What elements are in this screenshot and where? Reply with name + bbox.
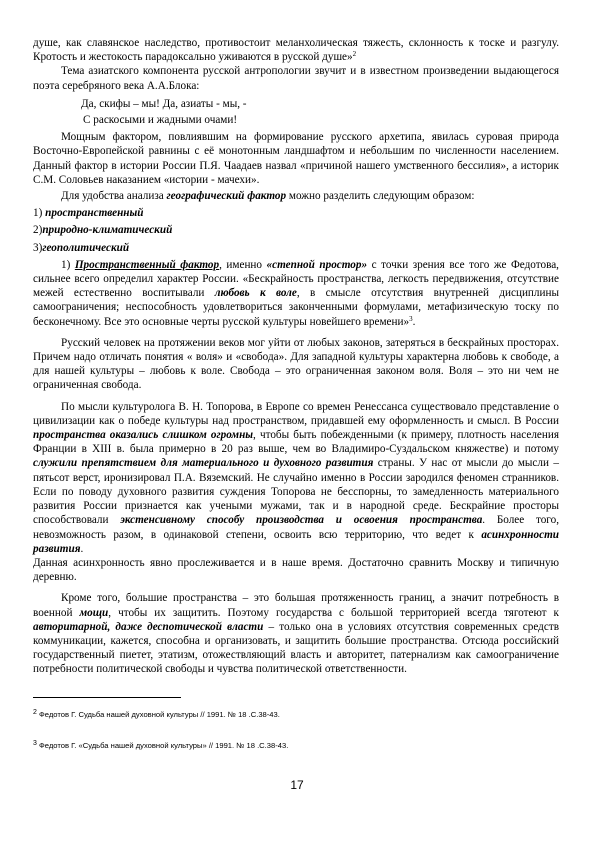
- footnote-ref[interactable]: 2: [352, 50, 357, 59]
- page-number: 17: [290, 778, 304, 792]
- paragraph-1: душе, как славянское наследство, противостоит меланхолическая тяжесть, склонность к тоске и разгулу. Кротость и жестокость парадоксально уживаются в русской душе»$^2$: [33, 37, 559, 64]
- paragraph-3: Мощным фактором, повлиявшим на формирование русского архетипа, явилась суровая природа Восточно-Европейской равнины с её монотонным ландшафтом и небольшим по численности населением. Данный фактор в истории России П.Я. Чаадаев назвал «причиной нашего умственного бессилия», а историк С.М. Соловьев наказанием «истории - мачехи».: [33, 131, 559, 186]
- footnote-2: $^2$ Федотов Г. Судьба нашей духовной культуры // 1991. № 18 .С.38-43.: [33, 709, 280, 719]
- paragraph-4: Для удобства анализа географический фактор можно разделить следующим образом:: [61, 190, 475, 203]
- paragraph-6: Русский человек на протяжении веков мог уйти от любых законов, затеряться в бескрайных просторах. Причем надо отличать понятия « воля» и «свобода». Для западной культуры характерна любовь к свободе, а для нашей культуры – любовь к воле. Свобода – это ограниченная законом воля. Воля – это ни чем не ограниченная свобода.: [33, 336, 559, 392]
- list-item-3: 3)геополитический: [33, 241, 130, 254]
- verse-line-2: С раскосыми и жадными очами!: [83, 114, 238, 127]
- footnote-ref[interactable]: 3: [409, 314, 413, 323]
- paragraph-5: 1) Пространственный фактор, именно «степной простор» с точки зрения все того же Федотова, сильнее всего определил характер России. «Бескрайность пространства, легкость передвижения, отсутствие межей естественно воспитывали любовь к воле, в смысле отсутствия внутренней дисциплины самоограничения; неспособность удовлетвориться законченными формулами, метафизическую тоску по бесконечному. Все это основные черты русской культуры новейшего времени»$^3$.: [33, 258, 559, 328]
- paragraph-2: Тема азиатского компонента русской антропологии звучит и в известном произведении выдающегося поэта серебряного века А.А.Блока:: [33, 65, 559, 92]
- footnote-divider: [33, 697, 181, 698]
- footnote-3: $^3$ Федотов Г. «Судьба нашей духовной культуры» // 1991. № 18 .С.38-43.: [33, 740, 289, 750]
- paragraph-7: По мысли культуролога В. Н. Топорова, в Европе со времен Ренессанса существовало представление о цивилизации как о победе культуры над пространством, придавшей ему оформленность и смысл. В России пространства оказались слишком огромны, чтобы быть побежденными (к примеру, плотность населения Франции в XIII в. была примерно в 20 раз выше, чем во Владимиро-Суздальском княжестве) и потому служили препятствием для материального и духовного развития страны. У нас от мысли до мысли – пятьсот верст, иронизировал П.А. Вяземский. Не случайно именно в России зародился феномен странников. Если по поводу духовного развития суждения Топорова не бесспорны, то замедленность материального развития России признается как учеными мужами, так и в народной среде. Бескрайние просторы способствовали экстенсивному способу производства и освоения пространства. Более того, невозможность разом, в одинаковой степени, освоить всю территорию, что ведет к асинхронности развития.: [33, 400, 560, 555]
- list-item-1: 1) пространственный: [33, 207, 144, 220]
- page-body: [33, 36, 559, 677]
- list-item-2: 2)природно-климатический: [33, 224, 173, 237]
- paragraph-8: Данная асинхронность явно прослеживается и в наше время. Достаточно сравнить Москву и типичную деревню.: [33, 556, 559, 584]
- verse-line-1: Да, скифы – мы! Да, азиаты - мы, -: [81, 97, 247, 110]
- paragraph-9: Кроме того, большие пространства – это большая протяженность границ, а значит потребность в военной мощи, чтобы их защитить. Поэтому государства с большой территорией всегда тяготеют к авторитарной, даже деспотической власти – только она в условиях отсутствия современных средств коммуникации, кажется, способна и организовать, и защитить большие пространства. Отсюда российский государственный пиетет, этатизм, отожествляющий власть и авторитет, патернализм как самоограничение потребности политической свободы и чувства политической ответственности.: [33, 592, 559, 676]
